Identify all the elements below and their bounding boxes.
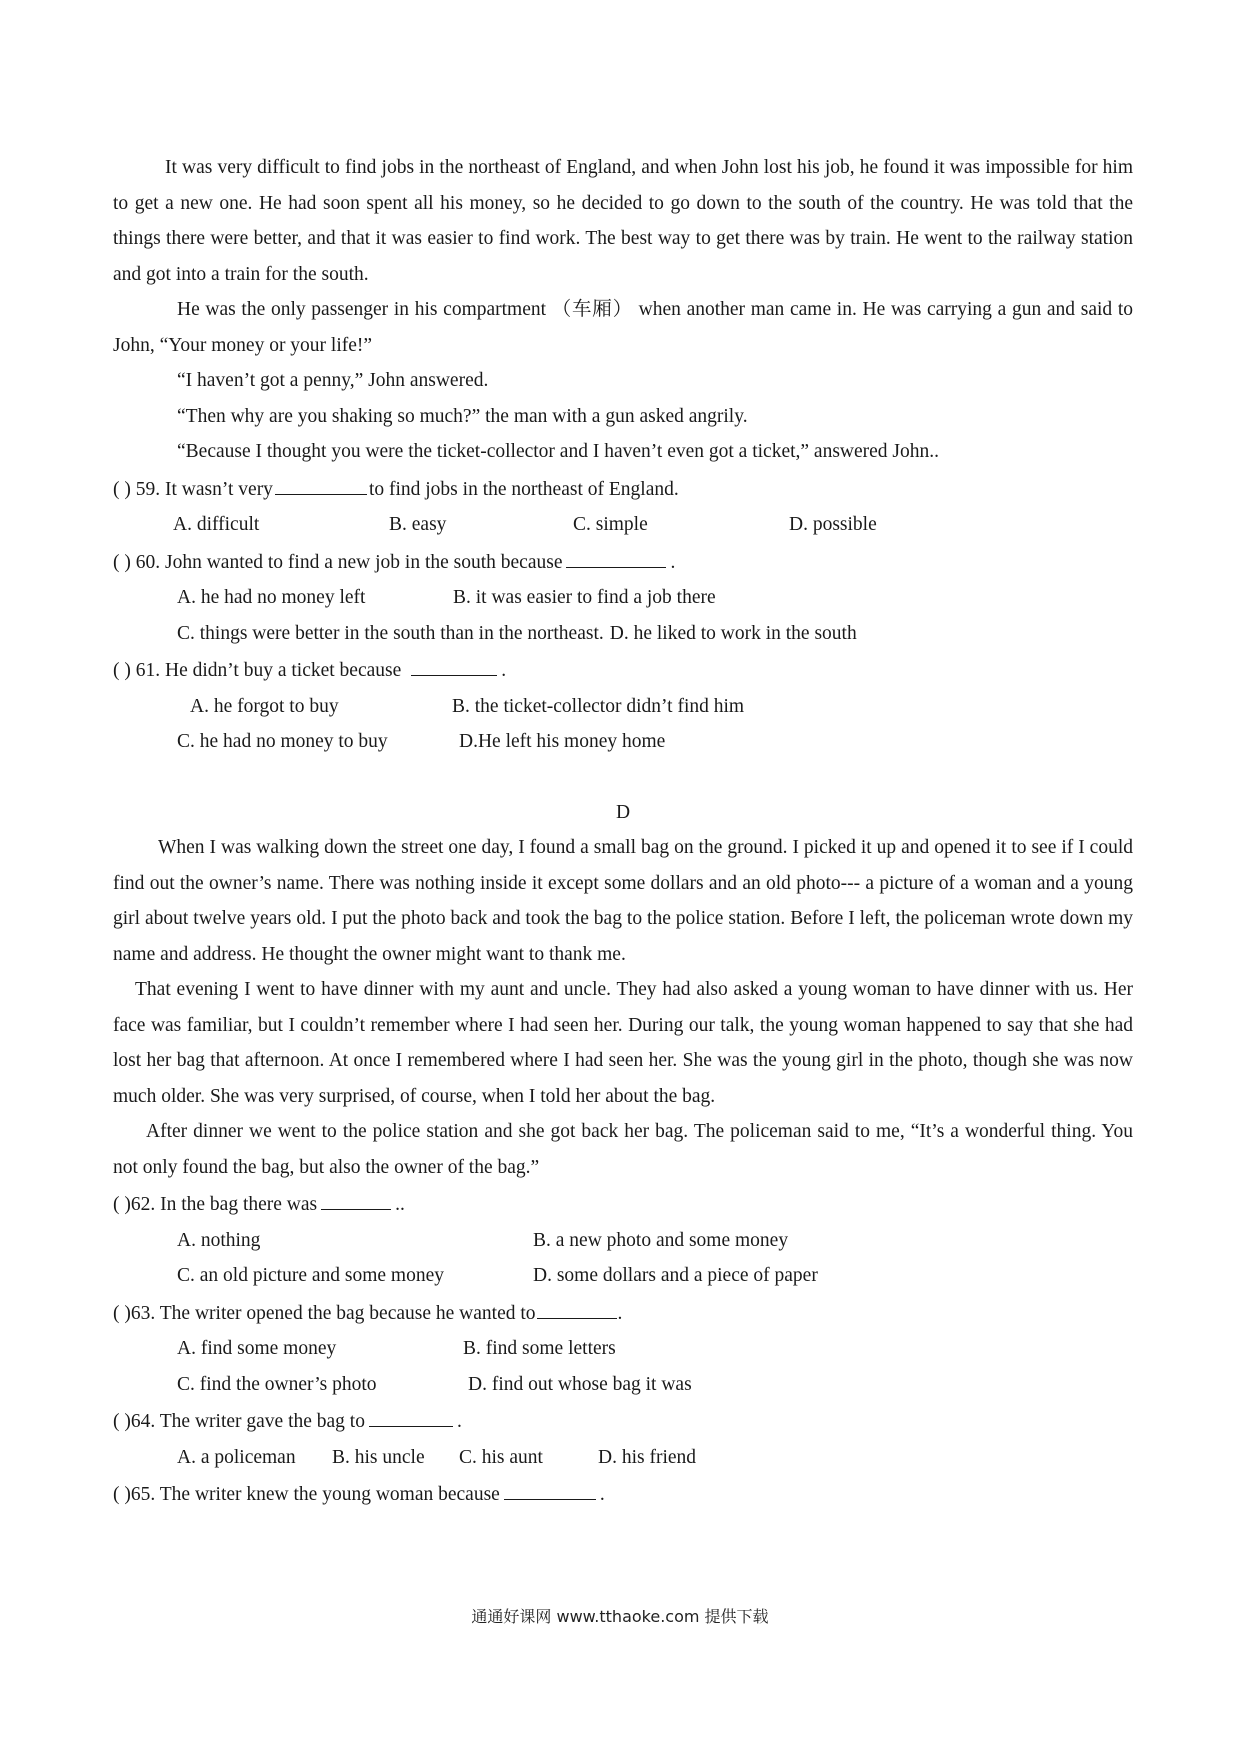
passage-d-paragraph-3: After dinner we went to the police station and she got back her bag. The policeman said to me, “It’s a wonderful thing. You not only found the bag, but also the owner of the bag.” bbox=[113, 1121, 1133, 1178]
option-c: C. find the owner’s photo bbox=[177, 1373, 377, 1395]
question-59-options bbox=[113, 507, 1133, 543]
answer-blank bbox=[566, 543, 666, 568]
question-65-stem-end: . bbox=[599, 1484, 605, 1505]
question-60-stem-end: . bbox=[670, 551, 676, 573]
question-62-options-row-1 bbox=[113, 1223, 1133, 1259]
worksheet-page bbox=[113, 150, 1133, 1513]
option-b: B. easy bbox=[389, 514, 447, 535]
option-c: C. simple bbox=[573, 514, 648, 535]
option-c: C. he had no money to buy bbox=[177, 731, 388, 752]
option-d: D. he liked to work in the south bbox=[609, 622, 857, 644]
answer-blank bbox=[369, 1402, 453, 1427]
answer-blank bbox=[411, 651, 497, 676]
question-61-options-row-1 bbox=[113, 689, 1133, 725]
answer-blank bbox=[504, 1475, 596, 1500]
question-61 bbox=[113, 651, 1133, 689]
question-65 bbox=[113, 1475, 1133, 1513]
option-a: A. difficult bbox=[173, 514, 260, 535]
question-62-stem: ( )62. In the bag there was bbox=[113, 1194, 318, 1215]
question-59-stem: ( ) 59. It wasn’t very bbox=[113, 478, 273, 500]
question-63-stem: ( )63. The writer opened the bag because he wanted to bbox=[113, 1302, 536, 1324]
passage-c-paragraph-2: He was the only passenger in his compartment （车厢） when another man came in. He was carrying a gun and said to John, “Your money or your life!” bbox=[113, 299, 1133, 356]
question-64-stem-end: . bbox=[456, 1411, 462, 1432]
option-c: C. his aunt bbox=[459, 1446, 543, 1468]
question-59-stem-end: to find jobs in the northeast of England. bbox=[368, 478, 679, 500]
passage-c-paragraph-1: It was very difficult to find jobs in the northeast of England, and when John lost his job, he found it was impossible for him to get a new one. He had soon spent all his money, so he decided to go down to the south of the country. He was told that the things there were better, and that it was easier to find work. The best way to get there was by train. He went to the railway station and got into a train for the south. bbox=[113, 157, 1133, 285]
question-62-options-row-2 bbox=[113, 1258, 1133, 1294]
option-a: A. he had no money left bbox=[177, 587, 366, 608]
answer-blank bbox=[275, 470, 367, 495]
question-62-stem-end: .. bbox=[395, 1194, 405, 1215]
dialogue-line-1: “I haven’t got a penny,” John answered. bbox=[177, 370, 489, 391]
question-59 bbox=[113, 470, 1133, 508]
option-b: B. find some letters bbox=[463, 1338, 616, 1359]
option-d: D. some dollars and a piece of paper bbox=[533, 1265, 818, 1286]
question-60 bbox=[113, 543, 1133, 581]
question-64-stem: ( )64. The writer gave the bag to bbox=[113, 1411, 365, 1432]
option-d: D. find out whose bag it was bbox=[468, 1373, 692, 1395]
question-63-options-row-2 bbox=[113, 1367, 1133, 1403]
question-61-options-row-2 bbox=[113, 724, 1133, 760]
answer-blank bbox=[537, 1294, 617, 1319]
option-c: C. an old picture and some money bbox=[177, 1265, 444, 1286]
option-b: B. a new photo and some money bbox=[533, 1229, 789, 1251]
answer-blank bbox=[321, 1185, 391, 1210]
question-63-stem-end: . bbox=[617, 1302, 623, 1324]
question-60-stem: ( ) 60. John wanted to find a new job in the south because bbox=[113, 551, 563, 573]
question-63 bbox=[113, 1294, 1133, 1332]
option-b: B. his uncle bbox=[332, 1446, 425, 1468]
option-a: A. find some money bbox=[177, 1338, 337, 1359]
option-d: D. his friend bbox=[598, 1446, 697, 1468]
question-65-stem: ( )65. The writer knew the young woman because bbox=[113, 1484, 500, 1505]
question-61-stem: ( ) 61. He didn’t buy a ticket because bbox=[113, 660, 402, 681]
section-heading: D bbox=[615, 801, 631, 823]
passage-d-paragraph-2: That evening I went to have dinner with my aunt and uncle. They had also asked a young woman to have dinner with us. Her face was familiar, but I couldn’t remember where I had seen her. During our talk, the young woman happened to say that she had lost her bag that afternoon. At once I remembered where I had seen her. She was the young girl in the photo, though she was now much older. She was very surprised, of course, when I told her about the bag. bbox=[113, 979, 1133, 1107]
question-61-stem-end: . bbox=[501, 660, 507, 681]
option-a: A. he forgot to buy bbox=[190, 695, 339, 717]
question-64 bbox=[113, 1402, 1133, 1440]
option-d: D. possible bbox=[789, 514, 877, 535]
option-c: C. things were better in the south than in the northeast. bbox=[177, 622, 604, 644]
question-60-options-row-1 bbox=[113, 580, 1133, 616]
dialogue-line-2: “Then why are you shaking so much?” the man with a gun asked angrily. bbox=[177, 405, 748, 427]
option-b: B. the ticket-collector didn’t find him bbox=[452, 695, 745, 717]
question-64-options bbox=[113, 1440, 1133, 1476]
option-d: D.He left his money home bbox=[459, 731, 666, 752]
question-62 bbox=[113, 1185, 1133, 1223]
option-a: A. nothing bbox=[177, 1229, 261, 1251]
question-60-options-row-2 bbox=[113, 616, 1133, 652]
option-b: B. it was easier to find a job there bbox=[453, 587, 716, 608]
question-63-options-row-1 bbox=[113, 1331, 1133, 1367]
option-a: A. a policeman bbox=[177, 1446, 296, 1468]
page-footer: 通通好课网 www.tthaoke.com 提供下载 bbox=[471, 1607, 769, 1626]
dialogue-line-3: “Because I thought you were the ticket-collector and I haven’t even got a ticket,” answered John.. bbox=[177, 441, 940, 462]
passage-d-paragraph-1: When I was walking down the street one day, I found a small bag on the ground. I picked it up and opened it to see if I could find out the owner’s name. There was nothing inside it except some dollars and an old photo--- a picture of a woman and a young girl about twelve years old. I put the photo back and took the bag to the police station. Before I left, the policeman wrote down my name and address. He thought the owner might want to thank me. bbox=[113, 837, 1133, 965]
